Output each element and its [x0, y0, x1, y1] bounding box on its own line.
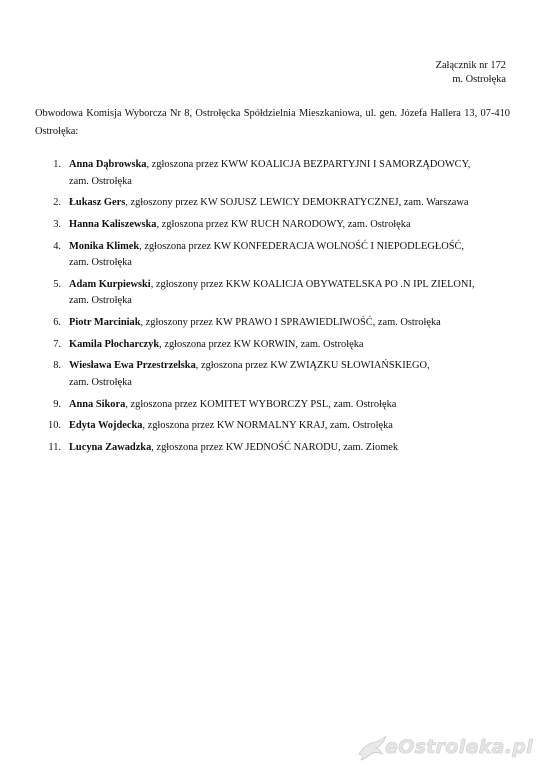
candidate-item — [37, 239, 507, 272]
commission-description: Obwodowa Komisja Wyborcza Nr 8, Ostrołęcka Spółdzielnia Mieszkaniowa, ul. gen. Józefa Hallera 13, 07-410 Ostrołęka: — [35, 108, 510, 137]
candidate-number: 9. — [53, 398, 61, 410]
candidate-name: Kamila Płocharczyk — [69, 338, 160, 350]
candidate-name: Wiesława Ewa Przestrzelska — [69, 360, 196, 372]
candidate-item — [37, 440, 507, 457]
candidate-residence: zam. Ostrołęka — [69, 257, 132, 269]
candidate-committee: , zgłoszony przez KW SOJUSZ LEWICY DEMOKRATYCZNEJ, zam. Warszawa — [125, 197, 469, 209]
attachment-header — [436, 59, 506, 87]
candidate-number: 11. — [48, 441, 61, 453]
candidate-item — [37, 337, 507, 354]
attachment-city: m. Ostrołęka — [452, 74, 506, 86]
candidate-committee: , zgłoszona przez KW KORWIN, zam. Ostrołęka — [159, 338, 364, 350]
candidate-residence: zam. Ostrołęka — [69, 377, 132, 389]
candidate-number: 10. — [48, 420, 61, 432]
attachment-number: Załącznik nr 172 — [435, 60, 506, 71]
candidate-entry — [69, 440, 507, 457]
candidate-entry — [69, 277, 507, 310]
candidate-name: Lucyna Zawadzka — [69, 441, 152, 453]
candidate-number: 2. — [53, 197, 61, 209]
candidate-entry — [69, 195, 507, 212]
candidate-item — [37, 277, 507, 310]
candidate-entry — [69, 157, 507, 190]
candidate-name: Piotr Marciniak — [69, 317, 141, 329]
candidate-entry — [69, 337, 507, 354]
candidate-name: Anna Sikora — [69, 398, 126, 410]
candidate-item — [37, 397, 507, 414]
candidate-item — [37, 217, 507, 234]
candidate-name: Anna Dąbrowska — [69, 159, 147, 170]
candidate-number: 5. — [53, 278, 61, 290]
candidate-committee: , zgłoszona przez KW ZWIĄZKU SŁOWIAŃSKIEGO, — [195, 360, 430, 372]
candidate-committee: , zgłoszona przez KW NORMALNY KRAJ, zam. Ostrołęka — [142, 420, 393, 432]
candidate-entry — [69, 315, 507, 332]
candidate-item — [37, 157, 507, 190]
candidate-committee: , zgłoszony przez KKW KOALICJA OBYWATELSKA PO .N IPL ZIELONI, — [150, 278, 475, 290]
candidate-entry — [69, 418, 507, 435]
candidate-number: 7. — [53, 338, 61, 350]
candidate-entry — [69, 358, 507, 391]
candidate-number: 1. — [53, 159, 61, 170]
eagle-logo-icon — [357, 734, 387, 762]
candidate-name: Hanna Kaliszewska — [69, 218, 157, 230]
watermark-text: eOstroleka.pl — [385, 736, 533, 759]
candidate-committee: , zgłoszona przez KW JEDNOŚĆ NARODU, zam. Ziomek — [151, 441, 399, 453]
candidate-name: Adam Kurpiewski — [69, 278, 151, 290]
candidate-number: 8. — [53, 360, 61, 372]
candidate-committee: , zgłoszona przez KWW KOALICJA BEZPARTYJNI I SAMORZĄDOWCY, — [146, 159, 471, 170]
candidate-item — [37, 315, 507, 332]
candidate-entry — [69, 397, 507, 414]
candidate-name: Monika Klimek — [69, 240, 140, 252]
candidate-entry — [69, 217, 507, 234]
candidate-committee: , zgłoszona przez KW RUCH NARODOWY, zam. Ostrołęka — [156, 218, 411, 230]
candidate-item — [37, 195, 507, 212]
candidate-residence: zam. Ostrołęka — [69, 175, 132, 187]
candidate-number: 6. — [53, 317, 61, 329]
candidate-entry — [69, 239, 507, 272]
candidate-list — [37, 157, 507, 462]
candidate-item — [37, 358, 507, 391]
candidate-number: 4. — [53, 240, 61, 252]
candidate-committee: , zgłoszony przez KW PRAWO I SPRAWIEDLIWOŚĆ, zam. Ostrołęka — [140, 317, 441, 329]
watermark — [357, 734, 533, 762]
candidate-committee: , zgłoszona przez KW KONFEDERACJA WOLNOŚĆ I NIEPODLEGŁOŚĆ, — [139, 240, 465, 252]
candidate-name: Edyta Wojdecka — [69, 420, 143, 432]
candidate-item — [37, 418, 507, 435]
candidate-number: 3. — [53, 218, 61, 230]
candidate-name: Łukasz Gers — [69, 197, 126, 209]
candidate-committee: , zgłoszona przez KOMITET WYBORCZY PSL, zam. Ostrołęka — [125, 398, 397, 410]
candidate-residence: zam. Ostrołęka — [69, 295, 132, 307]
